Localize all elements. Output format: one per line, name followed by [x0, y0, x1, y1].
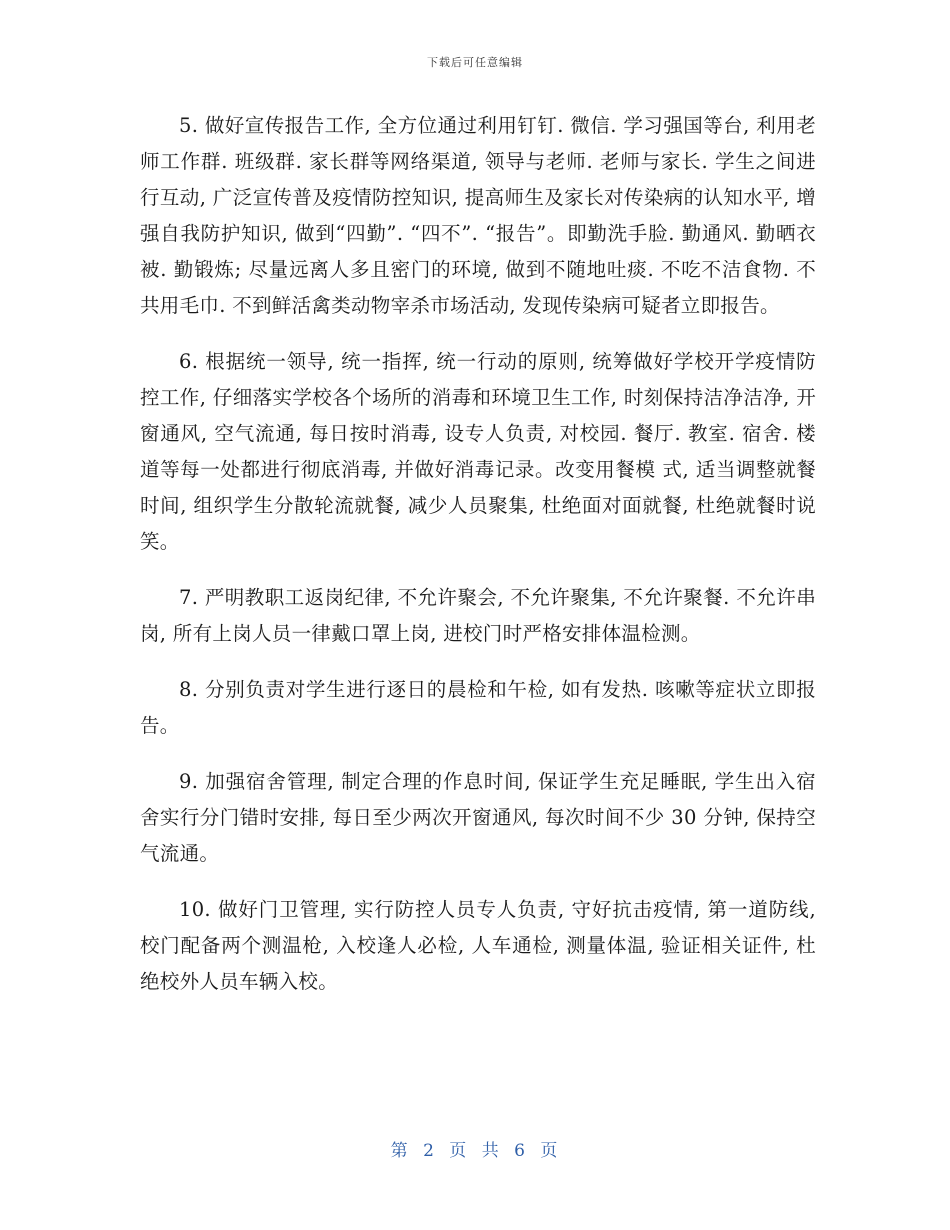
paragraph-item-7: 7. 严明教职工返岗纪律, 不允许聚会, 不允许聚集, 不允许聚餐. 不允许串岗, 所有上岗人员一律戴口罩上岗, 进校门时严格安排体温检测。 [140, 586, 816, 645]
page-header: 下载后可任意编辑 [427, 56, 523, 69]
document-body [140, 108, 816, 1020]
paragraph-item-9: 9. 加强宿舍管理, 制定合理的作息时间, 保证学生充足睡眠, 学生出入宿舍实行分门错时安排, 每日至少两次开窗通风, 每次时间不少 30 分钟, 保持空气流通。 [140, 770, 816, 865]
paragraph-item-6: 6. 根据统一领导, 统一指挥, 统一行动的原则, 统筹做好学校开学疫情防控工作, 仔细落实学校各个场所的消毒和环境卫生工作, 时刻保持洁净洁净, 开窗通风, 空气流通, 每日按时消毒, 设专人负责, 对校园. 餐厅. 教室. 宿舍. 楼道等每一处都进行彻底消毒, 并做好消毒记录。改变用餐模 式, 适当调整就餐时间, 组织学生分散轮流就餐, 减少人员聚集, 杜绝面对面就餐, 杜绝就餐时说笑。 [140, 350, 816, 553]
paragraph-item-8: 8. 分别负责对学生进行逐日的晨检和午检, 如有发热. 咳嗽等症状立即报告。 [140, 678, 816, 737]
page-number-footer: 第 2 页 共 6 页 [390, 1141, 560, 1161]
paragraph-item-5: 5. 做好宣传报告工作, 全方位通过利用钉钉. 微信. 学习强国等台, 利用老师工作群. 班级群. 家长群等网络渠道, 领导与老师. 老师与家长. 学生之间进行互动, 广泛宣传普及疫情防控知识, 提高师生及家长对传染病的认知水平, 增强自我防护知识, 做到“四勤”. “四不”. “报告”。即勤洗手脸. 勤通风. 勤晒衣被. 勤锻炼; 尽量远离人多且密门的环境, 做到不随地吐痰. 不吃不洁食物. 不共用毛巾. 不到鲜活禽类动物宰杀市场活动, 发现传染病可疑者立即报告。 [140, 114, 816, 317]
paragraph-item-10: 10. 做好门卫管理, 实行防控人员专人负责, 守好抗击疫情, 第一道防线, 校门配备两个测温枪, 入校逢人必检, 人车通检, 测量体温, 验证相关证件, 杜绝校外人员车辆入校。 [140, 898, 816, 993]
